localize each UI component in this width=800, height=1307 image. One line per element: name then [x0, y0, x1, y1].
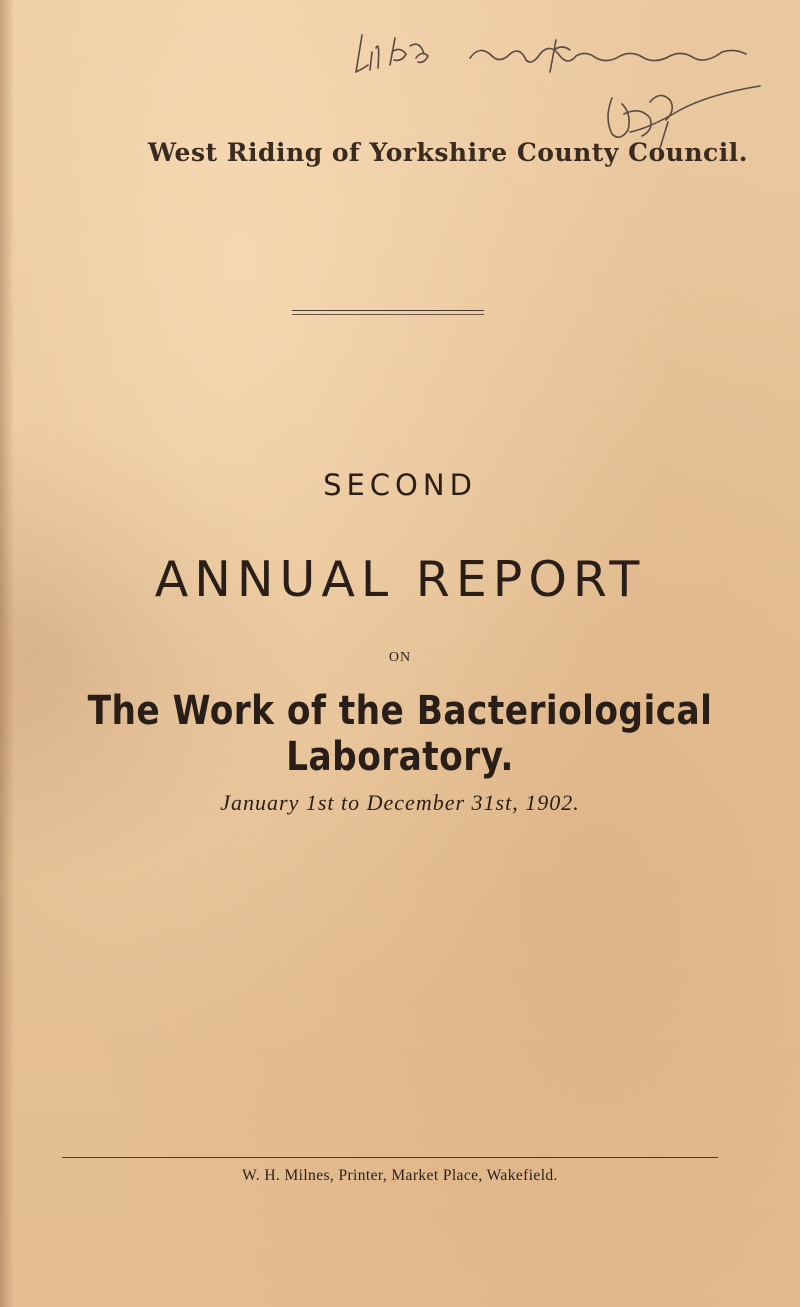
council-title: West Riding of Yorkshire County Council. [148, 138, 748, 167]
top-rule [292, 310, 484, 311]
report-period: January 1st to December 31st, 1902. [220, 790, 580, 815]
printer-imprint: W. H. Milnes, Printer, Market Place, Wakefield. [242, 1167, 558, 1184]
bottom-rule [62, 1157, 718, 1158]
report-heading: ANNUAL REPORT [154, 551, 646, 608]
report-ordinal: SECOND [323, 468, 477, 502]
report-subject: The Work of the Bacteriological Laboratory. [87, 688, 713, 780]
top-rule-secondary [292, 314, 484, 315]
report-connector: ON [388, 650, 412, 665]
